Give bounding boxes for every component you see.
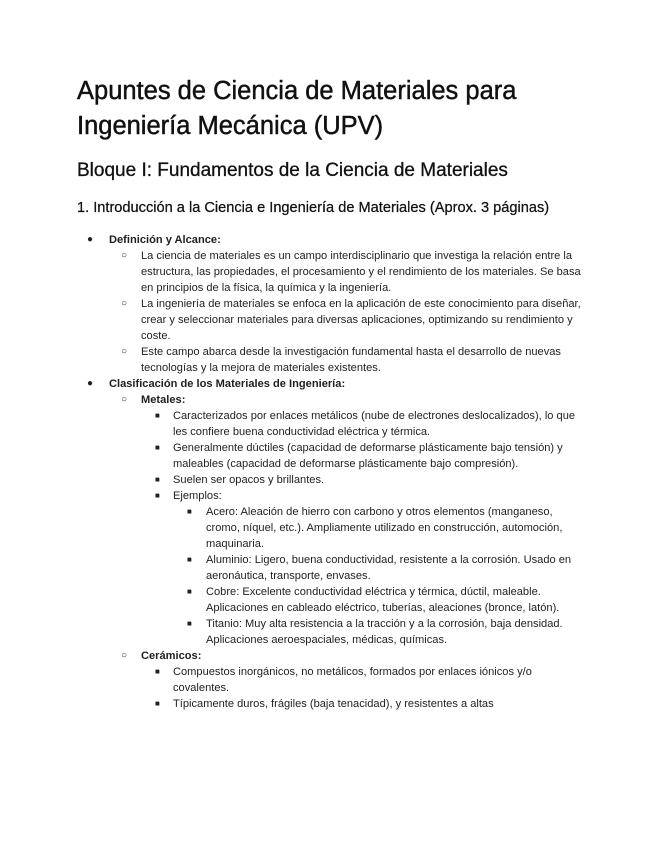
definition-label: Definición y Alcance: [109,234,221,246]
list-item-text: Típicamente duros, frágiles (baja tenacidad), y resistentes a altas [173,698,494,710]
circle-bullet-icon: ○ [121,650,128,661]
square-bullet-icon: ■ [187,507,192,516]
bullet-icon: ● [87,234,94,245]
list-item-text: La ingeniería de materiales se enfoca en la aplicación de este conocimiento para diseñar, crear y seleccionar materiales para diversas aplicaciones, optimizando su rendimiento y coste. [141,298,581,342]
list-item [77,664,582,696]
list-item [77,472,582,488]
list-item-text: Aluminio: Ligero, buena conductividad, resistente a la corrosión. Usado en aeronáutica, transporte, envases. [206,554,572,582]
list-item-text: Compuestos inorgánicos, no metálicos, formados por enlaces iónicos y/o covalentes. [173,666,532,694]
ceramics-label: Cerámicos: [141,650,202,662]
list-item [77,616,582,648]
list-item-text: Suelen ser opacos y brillantes. [173,474,325,486]
list-item-text: La ciencia de materiales es un campo interdisciplinario que investiga la relación entre la estructura, las propiedades, el procesamiento y el rendimiento de los materiales. Se basa en principios de la física, la química y la ingeniería. [141,250,581,294]
square-bullet-icon: ■ [187,619,192,628]
list-item-text: Este campo abarca desde la investigación fundamental hasta el desarrollo de nuevas tecnologías y la mejora de materiales existentes. [141,346,561,374]
list-item [77,408,582,440]
document-title: Apuntes de Ciencia de Materiales para Ingeniería Mecánica (UPV) [77,77,517,140]
metals-label: Metales: [141,394,186,406]
list-item [77,552,582,584]
list-item-text: Titanio: Muy alta resistencia a la tracción y a la corrosión, baja densidad. Aplicaciones aeroespaciales, médicas, químicas. [206,618,563,646]
list-item [77,344,582,376]
list-item [77,696,582,712]
list-item [77,440,582,472]
square-bullet-icon: ■ [155,667,160,676]
square-bullet-icon: ■ [187,587,192,596]
block-heading: Bloque I: Fundamentos de la Ciencia de Materiales [77,160,508,181]
circle-bullet-icon: ○ [121,250,128,261]
list-item [77,504,582,552]
list-item-text: Cobre: Excelente conductividad eléctrica y térmica, dúctil, maleable. Aplicaciones en cableado eléctrico, tuberías, aleaciones (bronce, latón). [206,586,560,614]
list-item-text: Acero: Aleación de hierro con carbono y otros elementos (manganeso, cromo, níquel, etc.). Ampliamente utilizado en construcción, automoción, maquinaria. [206,506,563,550]
section-content [77,232,582,712]
section-heading: 1. Introducción a la Ciencia e Ingeniería de Materiales (Aprox. 3 páginas) [77,200,550,216]
list-item-text: Ejemplos: [173,490,222,502]
list-item-text: Caracterizados por enlaces metálicos (nube de electrones deslocalizados), lo que les confiere buena conductividad eléctrica y térmica. [173,410,576,438]
bullet-icon: ● [87,378,94,389]
list-item-text: Generalmente dúctiles (capacidad de deformarse plásticamente bajo tensión) y maleables (capacidad de deformarse plásticamente bajo compresión). [173,442,563,470]
circle-bullet-icon: ○ [121,298,128,309]
list-item [77,232,582,248]
document-page [77,74,582,712]
list-item [77,648,582,664]
list-item [77,488,582,504]
square-bullet-icon: ■ [155,699,160,708]
square-bullet-icon: ■ [155,443,160,452]
list-item [77,376,582,392]
list-item [77,392,582,408]
square-bullet-icon: ■ [187,555,192,564]
list-item [77,248,582,296]
circle-bullet-icon: ○ [121,346,128,357]
classification-label: Clasificación de los Materiales de Ingeniería: [109,378,346,390]
circle-bullet-icon: ○ [121,394,128,405]
square-bullet-icon: ■ [155,411,160,420]
square-bullet-icon: ■ [155,491,160,500]
list-item [77,584,582,616]
square-bullet-icon: ■ [155,475,160,484]
list-item [77,296,582,344]
